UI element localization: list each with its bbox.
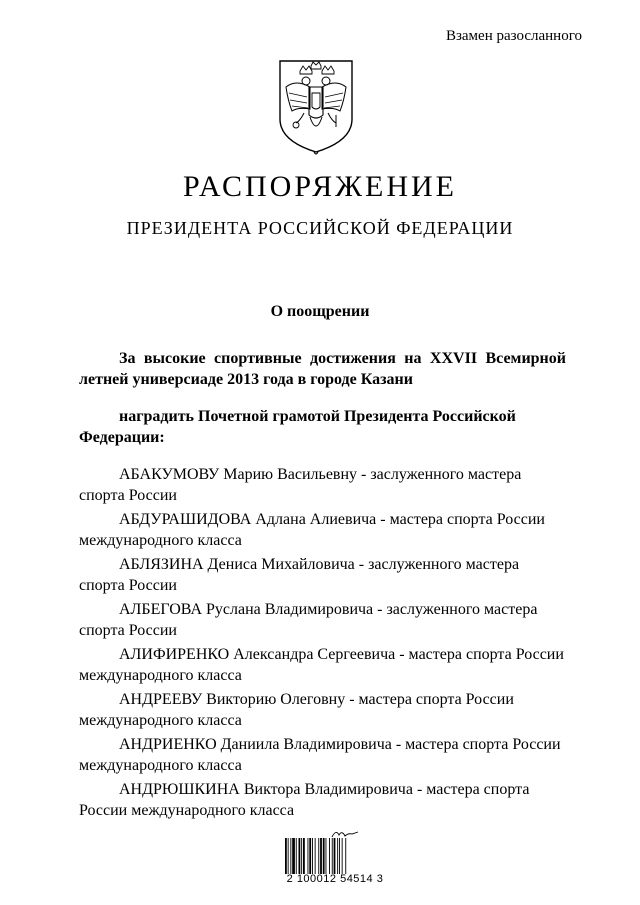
list-item: АБАКУМОВУ Марию Васильевну - заслуженного мастера спорта России [79,466,522,504]
list-item: АНДРЕЕВУ Викторию Олеговну - мастера спорта России международного класса [79,691,514,729]
document-subtitle: ПРЕЗИДЕНТА РОССИЙСКОЙ ФЕДЕРАЦИИ [126,218,514,238]
handwritten-initials-mark [330,826,360,838]
award-text: наградить Почетной грамотой Президента Российской Федерации: [79,408,516,446]
list-item: АНДРЮШКИНА Виктора Владимировича - мастера спорта России международного класса [79,781,530,819]
document-subject: О поощрении [270,303,370,320]
document-title: РАСПОРЯЖЕНИЕ [182,170,458,203]
preamble-paragraph [79,348,566,390]
preamble-text: За высокие спортивные достижения на XXVII Всемирной летней универсиаде 2013 года в городе Казани [79,350,566,388]
award-paragraph [79,406,566,448]
replacement-note: Взамен разосланного [445,28,582,44]
list-item: АБЛЯЗИНА Дениса Михайловича - заслуженного мастера спорта России [79,556,520,594]
list-item: АБДУРАШИДОВА Адлана Алиевича - мастера спорта России международного класса [79,511,545,549]
barcode-number: 2 100012 54514 3 [286,873,384,885]
list-item: АЛИФИРЕНКО Александра Сергеевича - мастера спорта России международного класса [79,646,564,684]
barcode [284,838,370,874]
coat-of-arms-emblem [276,57,356,155]
recipient-list [79,464,566,824]
list-item: АЛБЕГОВА Руслана Владимировича - заслуженного мастера спорта России [79,601,538,639]
list-item: АНДРИЕНКО Даниила Владимировича - мастера спорта России международного класса [79,736,561,774]
